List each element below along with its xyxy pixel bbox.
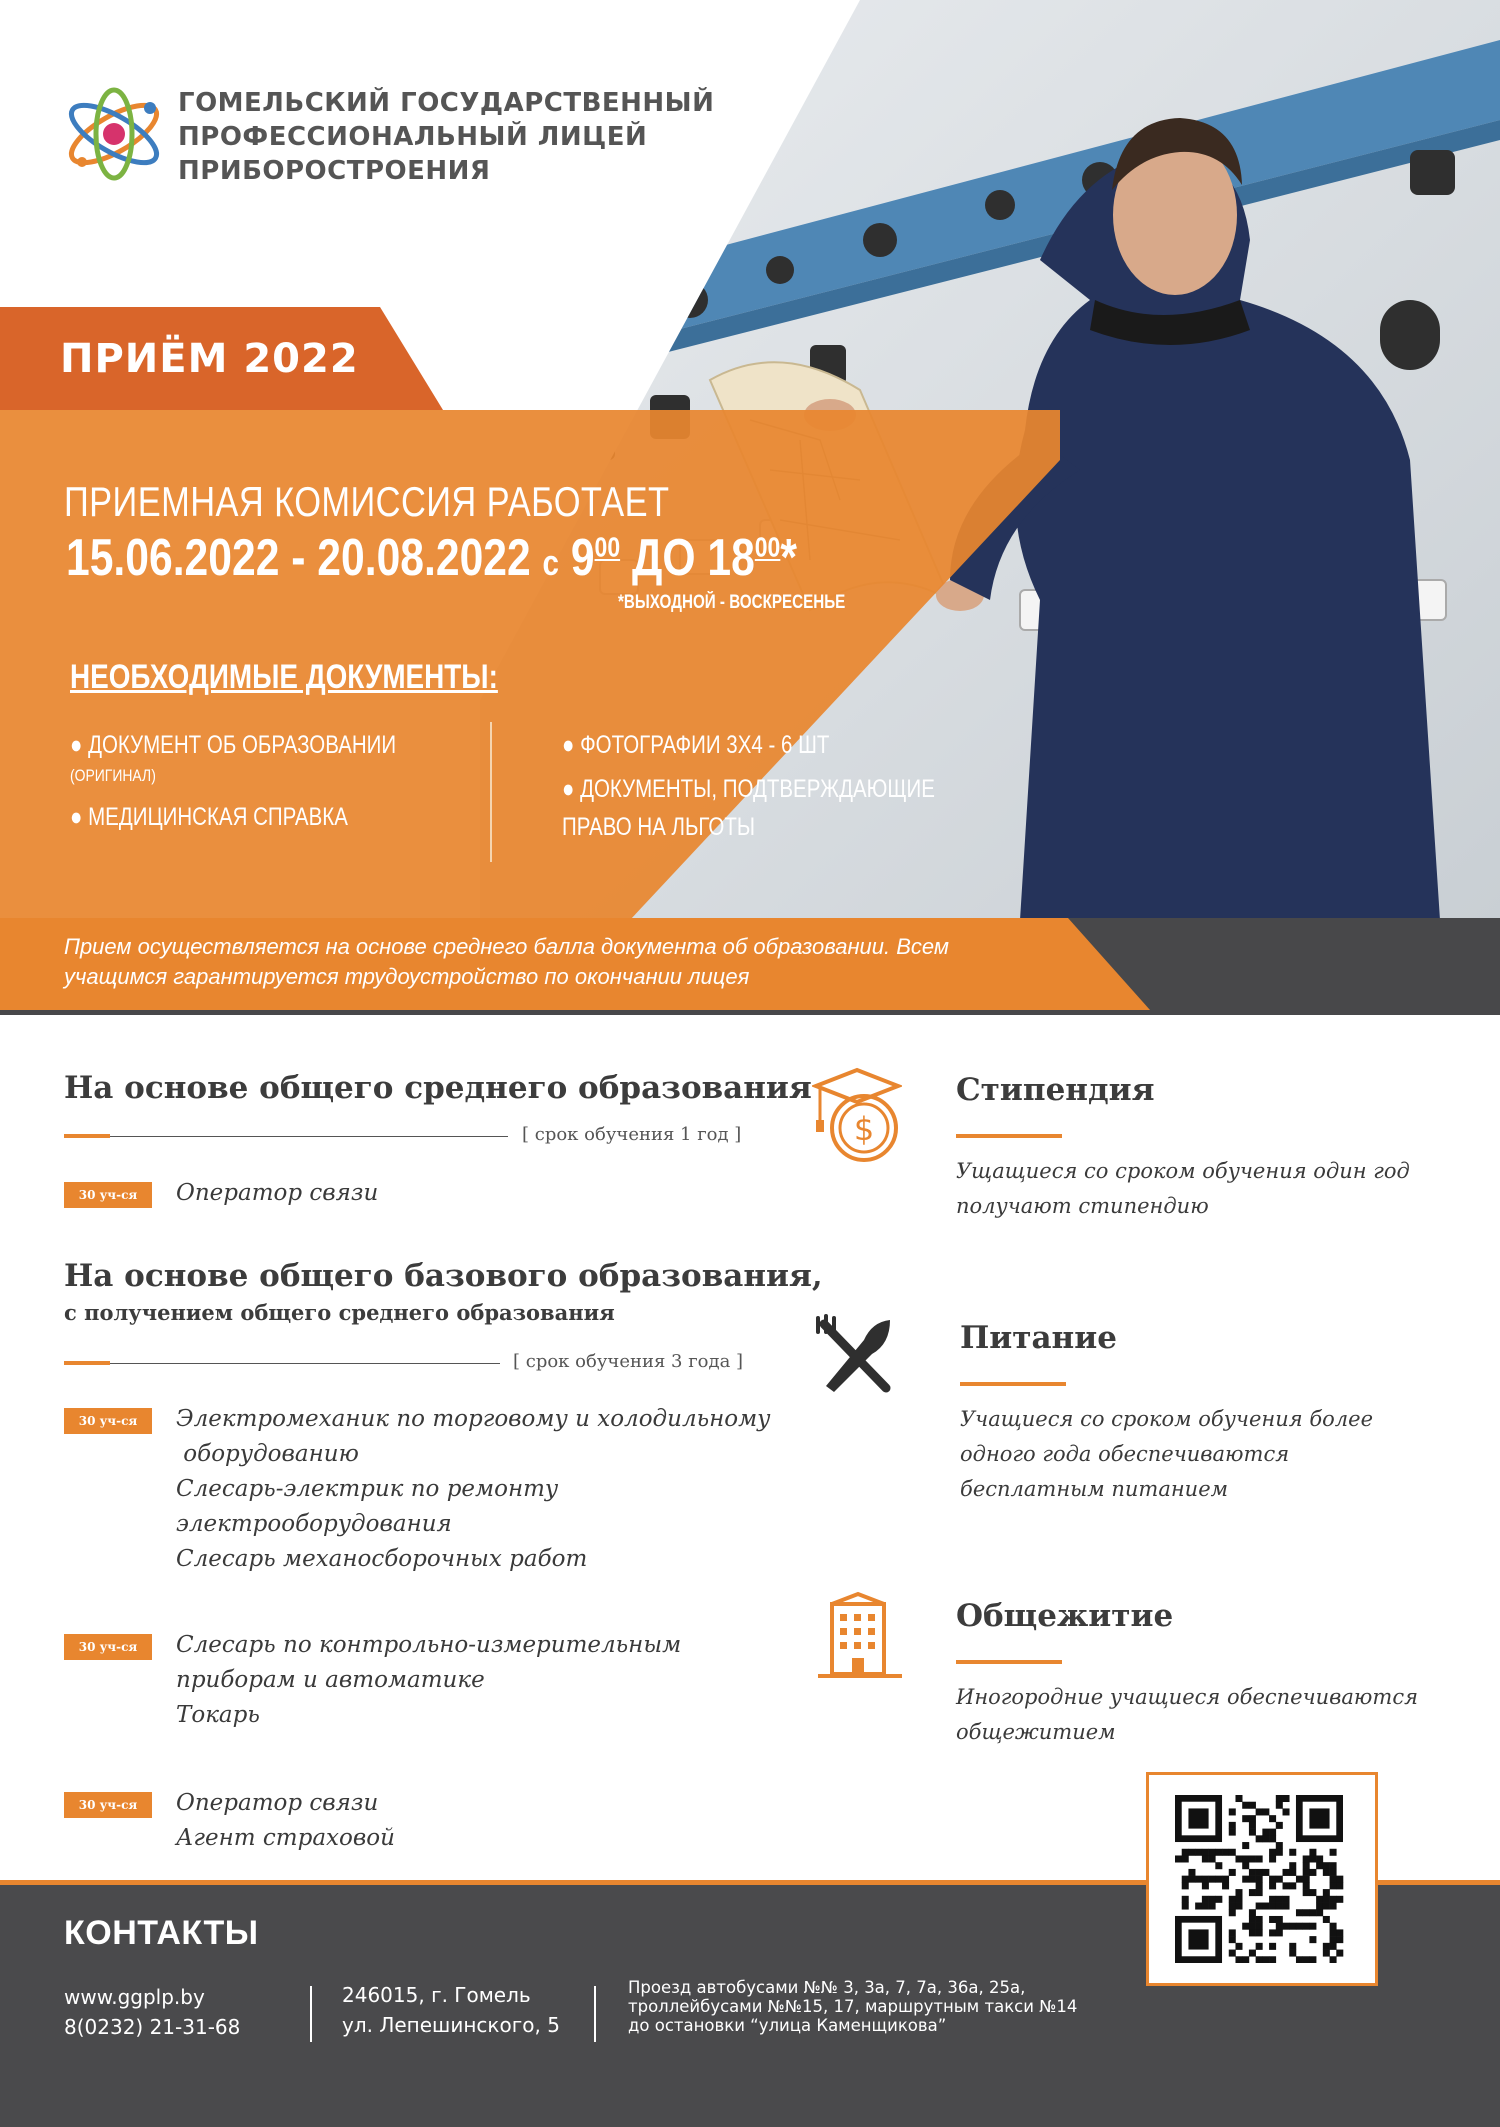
qr-code-frame [1146,1772,1378,1986]
title-accent [64,1134,110,1138]
benefit-title: Стипендия [956,1072,1155,1108]
students-badge: 30 уч-ся [64,1182,152,1208]
to-word: ДО [631,529,696,587]
qr-code-icon[interactable] [1175,1795,1347,1963]
to-hour: 18 [707,529,755,587]
footnote-star: * [780,529,797,587]
section-basic-title: На основе общего базового образования, [64,1258,823,1294]
school-name [178,86,714,188]
notice-line: Прием осуществляется на основе среднего балла документа об образовании. Всем [64,934,949,959]
transport-info [628,1978,1077,2035]
from-word: с [542,542,559,583]
profession-item: Слесарь механосборочных работ [176,1546,588,1572]
document-label: ФОТОГРАФИИ 3Х4 - 6 ШТ [580,731,830,759]
admission-title: ПРИЁМ 2022 [60,336,359,382]
address-line: 246015, г. Гомель [342,1983,531,2007]
benefit-text [956,1680,1418,1750]
profession-item: Токарь [176,1702,260,1728]
document-item: ● ДОКУМЕНТ ОБ ОБРАЗОВАНИИ [70,731,397,759]
students-badge: 30 уч-ся [64,1792,152,1818]
document-label-cont: ПРАВО НА ЛЬГОТЫ [562,813,755,841]
benefit-line: одного года обеспечиваются [960,1442,1290,1466]
fork-knife-icon [812,1314,898,1396]
profession-item: Электромеханик по торговому и холодильному [176,1406,771,1432]
document-note: (ОРИГИНАЛ) [70,766,156,785]
profession-item: Агент страховой [176,1825,395,1851]
benefit-text [956,1154,1410,1224]
benefit-line: получают стипендию [956,1194,1209,1218]
benefit-underline [956,1134,1062,1138]
benefit-title: Питание [960,1320,1117,1356]
profession-list [176,1176,378,1211]
school-name-line: ПРИБОРОСТРОЕНИЯ [178,156,491,186]
title-rule [110,1136,508,1137]
address-line: ул. Лепешинского, 5 [342,2013,560,2037]
title-accent [64,1361,110,1365]
document-label: ДОКУМЕНТ ОБ ОБРАЗОВАНИИ [88,731,397,759]
profession-item: Оператор связи [176,1790,379,1816]
profession-item: Слесарь по контрольно-измерительным [176,1632,682,1658]
commission-title: ПРИЕМНАЯ КОМИССИЯ РАБОТАЕТ [64,478,670,525]
documents-divider [490,722,492,862]
contact-web-phone [64,1982,240,2042]
profession-item: электрооборудования [176,1511,452,1537]
transport-line: Проезд автобусами №№ 3, 3а, 7, 7а, 36а, 25а, [628,1978,1026,1997]
profession-list [176,1402,771,1577]
benefit-line: общежитием [956,1720,1116,1744]
title-rule [110,1363,500,1364]
benefit-line: Ущащиеся со сроком обучения один год [956,1159,1410,1183]
contacts-title: КОНТАКТЫ [64,1914,259,1952]
benefit-line: бесплатным питанием [960,1477,1229,1501]
profession-item: приборам и автоматике [176,1667,485,1693]
transport-line: до остановки “улица Каменщикова” [628,2016,947,2035]
profession-item: Слесарь-электрик по ремонту [176,1476,559,1502]
study-term: [ срок обучения 1 год ] [522,1124,742,1145]
documents-title: НЕОБХОДИМЫЕ ДОКУМЕНТЫ: [70,658,498,696]
to-minutes: 00 [754,531,781,563]
admission-notice [64,932,1084,992]
phone-number[interactable]: 8(0232) 21-31-68 [64,2015,241,2039]
profession-item: оборудованию [176,1441,359,1467]
building-icon [814,1590,906,1682]
school-name-line: ПРОФЕССИОНАЛЬНЫЙ ЛИЦЕЙ [178,122,648,152]
from-hour: 9 [570,529,595,587]
benefit-text [960,1402,1373,1507]
graduation-money-icon [812,1066,902,1166]
svg-text:$: $ [853,1110,875,1148]
footer-divider [310,1986,312,2042]
profession-list [176,1786,395,1856]
profession-list [176,1628,681,1733]
document-item: ● ДОКУМЕНТЫ, ПОДТВЕРЖДАЮЩИЕ [562,775,935,803]
profession-item: Оператор связи [176,1180,379,1206]
students-badge: 30 уч-ся [64,1634,152,1660]
from-minutes: 00 [594,531,621,563]
document-label: ДОКУМЕНТЫ, ПОДТВЕРЖДАЮЩИЕ [580,775,935,803]
footer-divider [594,1986,596,2042]
document-item: ● МЕДИЦИНСКАЯ СПРАВКА [70,803,348,831]
document-item: ● ФОТОГРАФИИ 3Х4 - 6 ШТ [562,731,830,759]
transport-line: троллейбусами №№15, 17, маршрутным такси №14 [628,1997,1078,2016]
atom-logo-icon [62,84,166,184]
students-badge: 30 уч-ся [64,1408,152,1434]
study-term: [ срок обучения 3 года ] [513,1351,744,1372]
benefit-line: Иногородние учащиеся обеспечиваются [956,1685,1418,1709]
contact-address [342,1980,560,2040]
benefit-title: Общежитие [956,1598,1174,1634]
school-name-line: ГОМЕЛЬСКИЙ ГОСУДАРСТВЕННЫЙ [178,88,715,118]
section-basic-subtitle: с получением общего среднего образования [64,1300,615,1325]
benefit-line: Учащиеся со сроком обучения более [960,1407,1374,1431]
website-link[interactable]: www.ggplp.by [64,1985,205,2009]
section-secondary-title: На основе общего среднего образования [64,1070,812,1106]
benefit-underline [960,1382,1066,1386]
hero-section [0,0,1500,1015]
day-off-note: *ВЫХОДНОЙ - ВОСКРЕСЕНЬЕ [618,592,846,613]
notice-line: учащимся гарантируется трудоустройство по окончании лицея [64,964,750,989]
document-label: МЕДИЦИНСКАЯ СПРАВКА [88,803,348,831]
commission-hours [66,528,797,588]
benefit-underline [956,1660,1062,1664]
date-range: 15.06.2022 - 20.08.2022 [66,529,531,587]
